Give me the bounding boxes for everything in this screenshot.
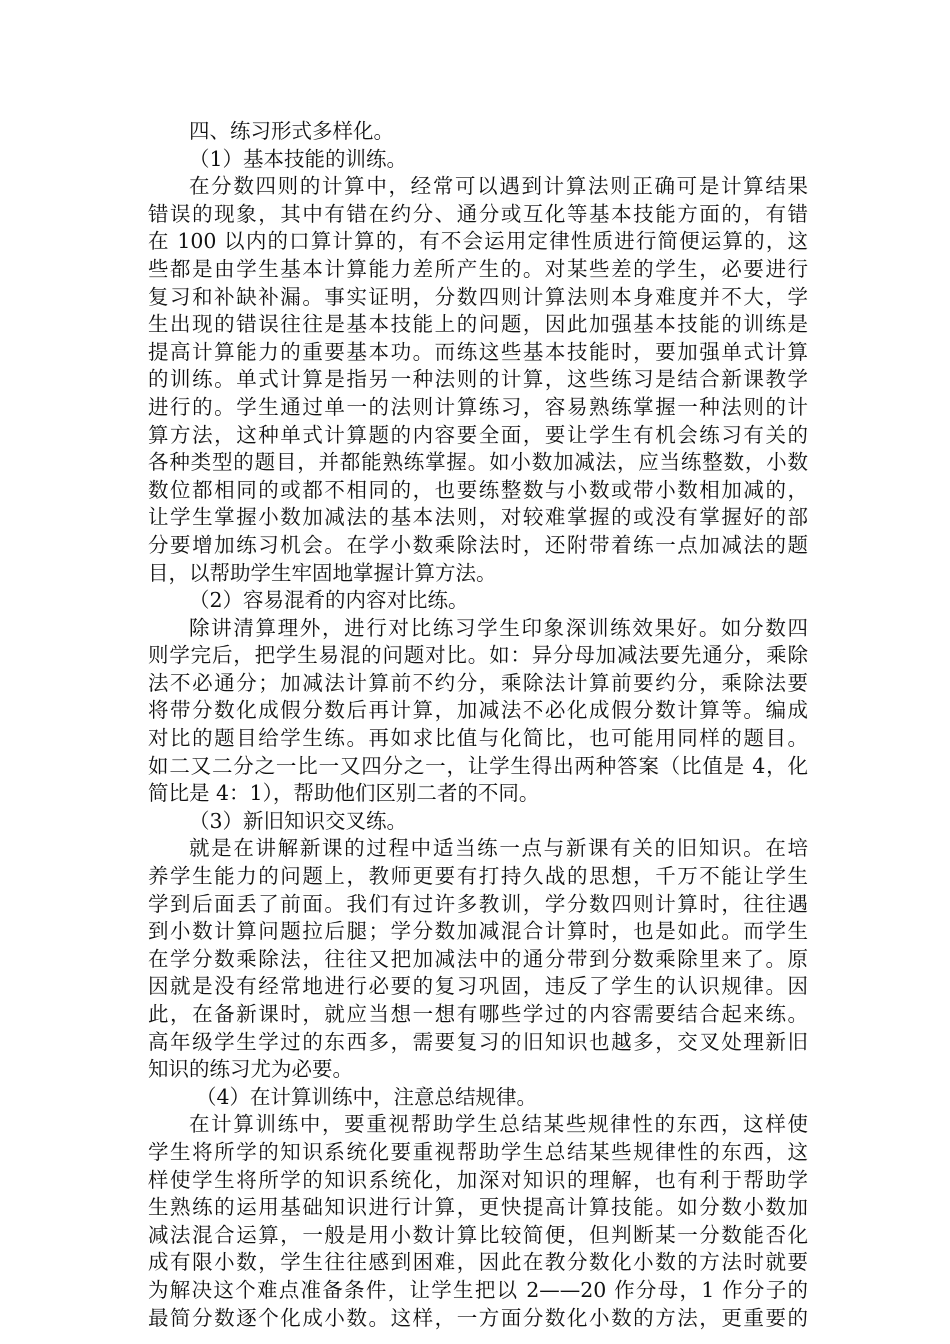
text-line: 高年级学生学过的东西多，需要复习的旧知识也越多，交叉处理新旧 <box>148 1029 808 1054</box>
text-line: 在学分数乘除法，往往又把加减法中的通分带到分数乘除里来了。原 <box>148 946 808 971</box>
text-line: 生熟练的运用基础知识进行计算，更快提高计算技能。如分数小数加 <box>148 1195 808 1220</box>
section-heading: （3）新旧知识交叉练。 <box>189 808 408 833</box>
text-line: 在分数四则的计算中，经常可以遇到计算法则正确可是计算结果 <box>189 174 808 199</box>
text-line: 知识的练习尤为必要。 <box>148 1057 353 1082</box>
text-line: 最简分数逐个化成小数。这样，一方面分数化小数的方法，更重要的 <box>148 1305 808 1330</box>
text-line: 成有限小数，学生往往感到困难，因此在教分数化小数的方法时就要 <box>148 1250 808 1275</box>
text-line: 除讲清算理外，进行对比练习学生印象深训练效果好。如分数四 <box>189 615 808 640</box>
text-line: 些都是由学生基本计算能力差所产生的。对某些差的学生，必要进行 <box>148 256 808 281</box>
text-line: 提高计算能力的重要基本功。而练这些基本技能时，要加强单式计算 <box>148 339 808 364</box>
text-line: 在计算训练中，要重视帮助学生总结某些规律性的东西，这样使 <box>189 1112 808 1137</box>
document-body <box>148 118 808 1332</box>
section-heading: （2）容易混肴的内容对比练。 <box>189 588 469 613</box>
text-line: 则学完后，把学生易混的问题对比。如：异分母加减法要先通分，乘除 <box>148 643 808 668</box>
text-line: 法不必通分；加减法计算前不约分，乘除法计算前要约分，乘除法要 <box>148 670 808 695</box>
text-line: 的训练。单式计算是指另一种法则的计算，这些练习是结合新课教学 <box>148 367 808 392</box>
text-line: 算方法，这种单式计算题的内容要全面，要让学生有机会练习有关的 <box>148 422 808 447</box>
text-line: 对比的题目给学生练。再如求比值与化简比，也可能用同样的题目。 <box>148 726 808 751</box>
text-line: 此，在备新课时，就应当想一想有哪些学过的内容需要结合起来练。 <box>148 1002 808 1026</box>
text-line: 错误的现象，其中有错在约分、通分或互化等基本技能方面的，有错 <box>148 201 808 226</box>
text-line: 为解决这个难点准备条件，让学生把以 2——20 作分母，1 作分子的 <box>148 1277 808 1302</box>
text-line: 就是在讲解新课的过程中适当练一点与新课有关的旧知识。在培 <box>189 836 808 861</box>
text-line: 在 100 以内的口算计算的，有不会运用定律性质进行简便运算的，这 <box>148 229 808 254</box>
section-heading: 四、练习形式多样化。 <box>189 119 394 143</box>
text-line: 样使学生将所学的知识系统化，加深对知识的理解，也有利于帮助学 <box>148 1167 808 1192</box>
text-line: 养学生能力的问题上，教师更要有打持久战的思想，千万不能让学生 <box>148 864 808 889</box>
text-line: 到小数计算问题拉后腿；学分数加减混合计算时，也是如此。而学生 <box>148 919 808 944</box>
text-line: 复习和补缺补漏。事实证明，分数四则计算法则本身难度并不大，学 <box>148 284 808 309</box>
text-line: 生出现的错误往往是基本技能上的问题，因此加强基本技能的训练是 <box>148 312 808 337</box>
text-line: 减法混合运算，一般是用小数计算比较简便，但判断某一分数能否化 <box>148 1222 808 1247</box>
text-line: 目，以帮助学生牢固地掌握计算方法。 <box>148 560 497 585</box>
text-line: 数位都相同的或都不相同的，也要练整数与小数或带小数相加减的， <box>148 477 808 502</box>
section-heading: （4）在计算训练中，注意总结规律。 <box>196 1084 538 1109</box>
text-line: 因就是没有经常地进行必要的复习巩固，违反了学生的认识规律。因 <box>148 974 808 999</box>
text-line: 将带分数化成假分数后再计算，加减法不必化成假分数计算等。编成 <box>148 698 808 723</box>
text-line: 各种类型的题目，并都能熟练掌握。如小数加减法，应当练整数，小数 <box>148 450 808 475</box>
text-line: 学到后面丢了前面。我们有过许多教训，学分数四则计算时，往往遇 <box>148 891 808 916</box>
text-line: 简比是 4：1），帮助他们区别二者的不同。 <box>148 781 540 806</box>
section-heading: （1）基本技能的训练。 <box>189 146 408 171</box>
text-line: 学生将所学的知识系统化要重视帮助学生总结某些规律性的东西，这 <box>148 1139 808 1164</box>
text-line: 进行的。学生通过单一的法则计算练习，容易熟练掌握一种法则的计 <box>148 394 808 419</box>
text-line: 分要增加练习机会。在学小数乘除法时，还附带着练一点加减法的题 <box>148 532 808 557</box>
text-line: 让学生掌握小数加减法的基本法则，对较难掌握的或没有掌握好的部 <box>148 505 808 530</box>
text-line: 如二又二分之一比一又四分之一，让学生得出两种答案（比值是 4，化 <box>148 753 808 778</box>
